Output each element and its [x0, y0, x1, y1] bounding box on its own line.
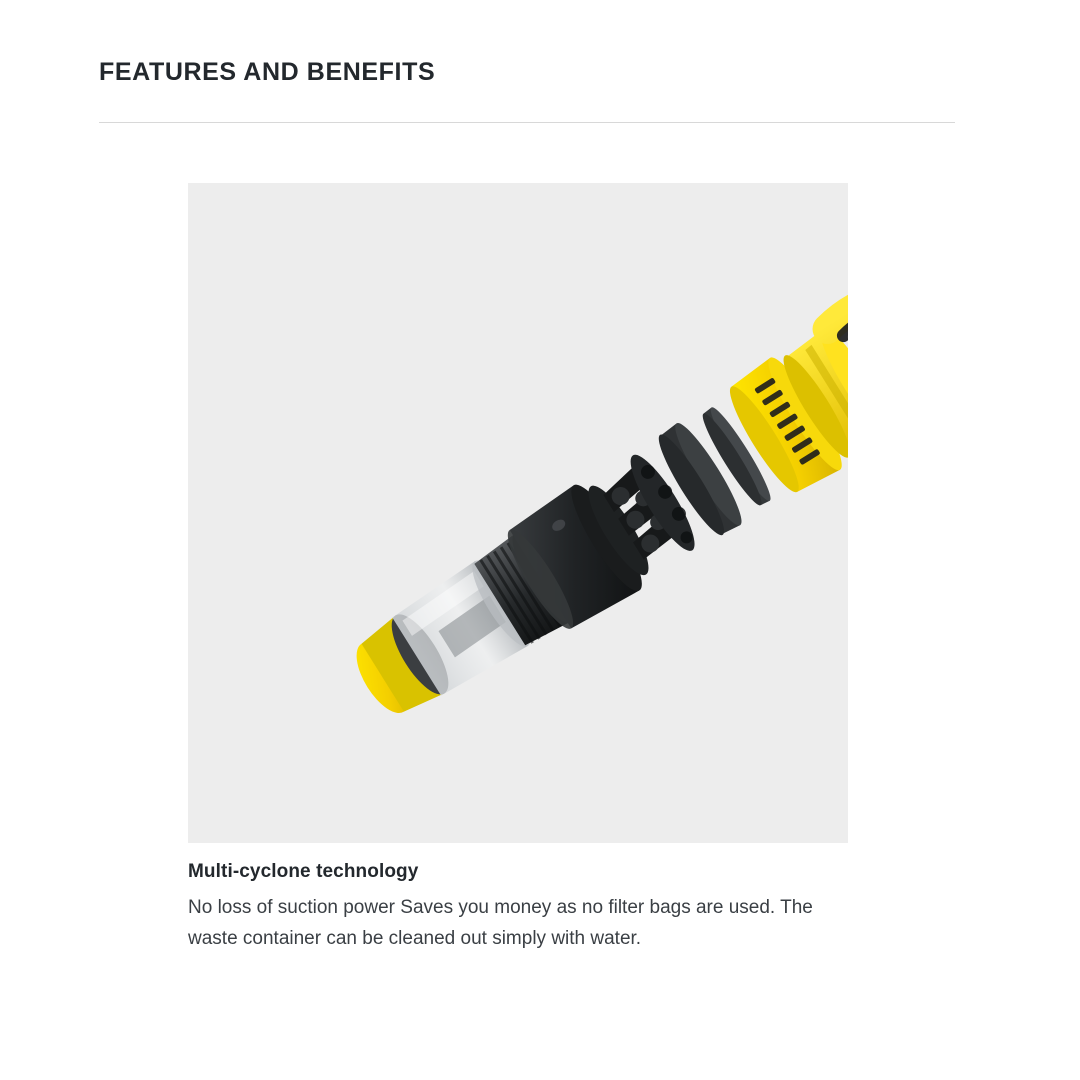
- feature-heading: Multi-cyclone technology: [188, 861, 419, 882]
- title-divider: [99, 122, 955, 123]
- page-title: FEATURES AND BENEFITS: [99, 58, 436, 86]
- feature-block: [188, 183, 848, 955]
- exploded-view-vacuum-illustration: [188, 183, 848, 843]
- feature-description: No loss of suction power Saves you money as no filter bags are used. The waste container can be cleaned out simply with water.: [188, 897, 813, 949]
- feature-image: [188, 183, 848, 843]
